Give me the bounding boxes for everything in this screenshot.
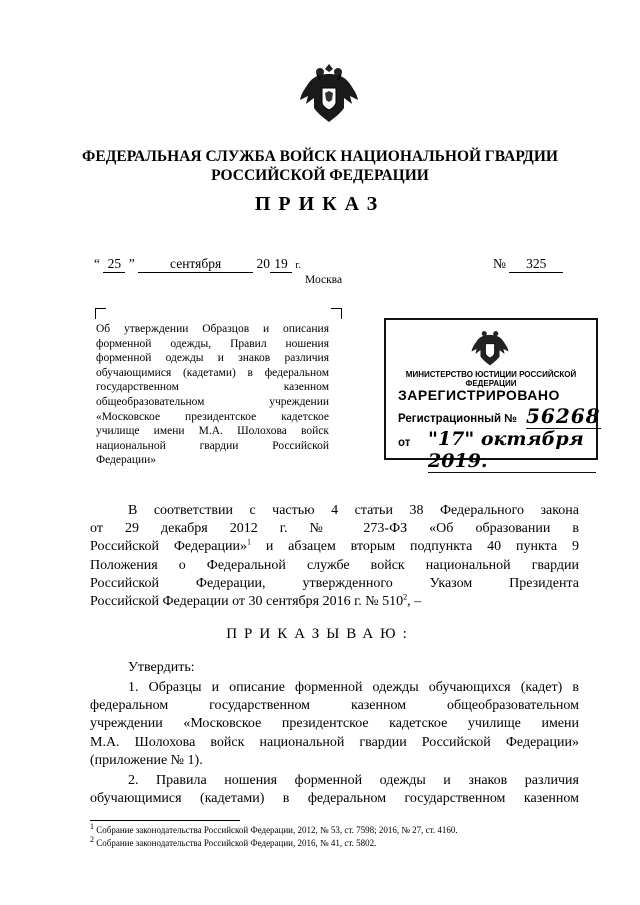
order-number	[493, 256, 563, 273]
city: Москва	[305, 274, 343, 286]
subject-bracket-right	[331, 308, 342, 319]
number-value: 325	[509, 256, 563, 273]
footnote-ref-1: 1	[246, 537, 251, 547]
number-label: №	[493, 256, 506, 271]
approve-heading: Утвердить:	[128, 660, 195, 675]
stamp-regdate: "17" октября 2019.	[428, 428, 596, 473]
footnote-2-mark: 2	[90, 835, 94, 844]
order-subject: Об утверждении Образцов и описания форменной одежды, Правил ношения форменной одежды и знаков различия обучающимися (кадетами) в федеральном государственном казенном общеобразовательном учреждении «Московское президентское кадетское училище имени М.А. Шолохова войск национальной гвардии Российской Федерации»	[96, 323, 329, 467]
subject-bracket-left	[95, 308, 106, 319]
agency-line-1: ФЕДЕРАЛЬНАЯ СЛУЖБА ВОЙСК НАЦИОНАЛЬНОЙ ГВАРДИИ	[82, 148, 558, 165]
agency-name	[0, 147, 640, 185]
preamble-line: Положения о Федеральной службе войск национальной гвардии	[90, 557, 579, 573]
preamble-text: и абзацем вторым подпункта 40 пункта 9	[265, 539, 579, 555]
preamble-text: Российской Федерации от 30 сентября 2016 г. № 510	[90, 594, 404, 610]
preamble-text: Российской Федерации»	[90, 539, 247, 555]
date-day: 25	[103, 256, 125, 273]
date-year-suffix: 19	[270, 256, 292, 273]
stamp-ministry: МИНИСТЕРСТВО ЮСТИЦИИ РОССИЙСКОЙ ФЕДЕРАЦИИ	[405, 370, 577, 388]
date-year-prefix: 20	[256, 256, 270, 271]
stamp-regdate-label: от	[398, 437, 411, 449]
footnote-2-text: Собрание законодательства Российской Федерации, 2016, № 41, ст. 5802.	[96, 838, 377, 848]
item-2-line: обучающимися (кадетами) в федеральном государственном казенном	[90, 791, 579, 807]
agency-line-2: РОССИЙСКОЙ ФЕДЕРАЦИИ	[211, 167, 429, 184]
stamp-registered: ЗАРЕГИСТРИРОВАНО	[398, 387, 560, 403]
order-word: ПРИКАЗЫВАЮ:	[226, 626, 414, 642]
preamble-line	[90, 593, 579, 611]
registration-stamp	[384, 318, 601, 472]
footnote-separator	[90, 820, 240, 821]
item-1-paragraph	[90, 679, 579, 770]
date-year-abbr: г.	[295, 260, 301, 271]
footnote-ref-2: 2	[403, 592, 408, 602]
footnote-1-text: Собрание законодательства Российской Федерации, 2012, № 53, ст. 7598; 2016, № 27, ст. 4160.	[96, 825, 458, 835]
date-month: сентября	[138, 256, 253, 273]
footnote-1-mark: 1	[90, 822, 94, 831]
preamble-line: Российской Федерации, утвержденного Указом Президента	[90, 575, 579, 591]
stamp-regnum: 56268	[526, 404, 601, 428]
item-1-line: 1. Образцы и описание форменной одежды обучающихся (кадет) в	[128, 680, 579, 695]
preamble-line: от 29 декабря 2012 г. № 273-ФЗ «Об образовании в	[90, 521, 579, 537]
item-1-line: учреждении «Московское президентское кадетское училище имени	[90, 716, 579, 732]
double-headed-eagle-emblem	[298, 60, 360, 126]
preamble-line	[90, 538, 579, 556]
preamble-line: В соответствии с частью 4 статьи 38 Федерального закона	[128, 503, 579, 518]
stamp-regnum-label: Регистрационный №	[398, 413, 518, 425]
stamp-eagle-emblem	[470, 326, 510, 368]
item-2-line: 2. Правила ношения форменной одежды и знаков различия	[128, 773, 579, 788]
date-close-quote: ”	[128, 256, 135, 271]
preamble-paragraph	[90, 502, 579, 611]
item-1-line: М.А. Шолохова войск национальной гвардии Российской Федерации»	[90, 734, 579, 750]
date-open-quote: “	[94, 256, 100, 271]
footnote-2	[90, 835, 377, 848]
order-date	[94, 256, 301, 273]
document-type: ПРИКАЗ	[254, 193, 386, 215]
preamble-text: , –	[407, 594, 422, 610]
item-2-paragraph	[90, 772, 579, 808]
item-1-line: федеральном государственном казенном общеобразовательном	[90, 698, 579, 714]
item-1-line: (приложение № 1).	[90, 752, 203, 768]
footnote-1	[90, 822, 458, 835]
